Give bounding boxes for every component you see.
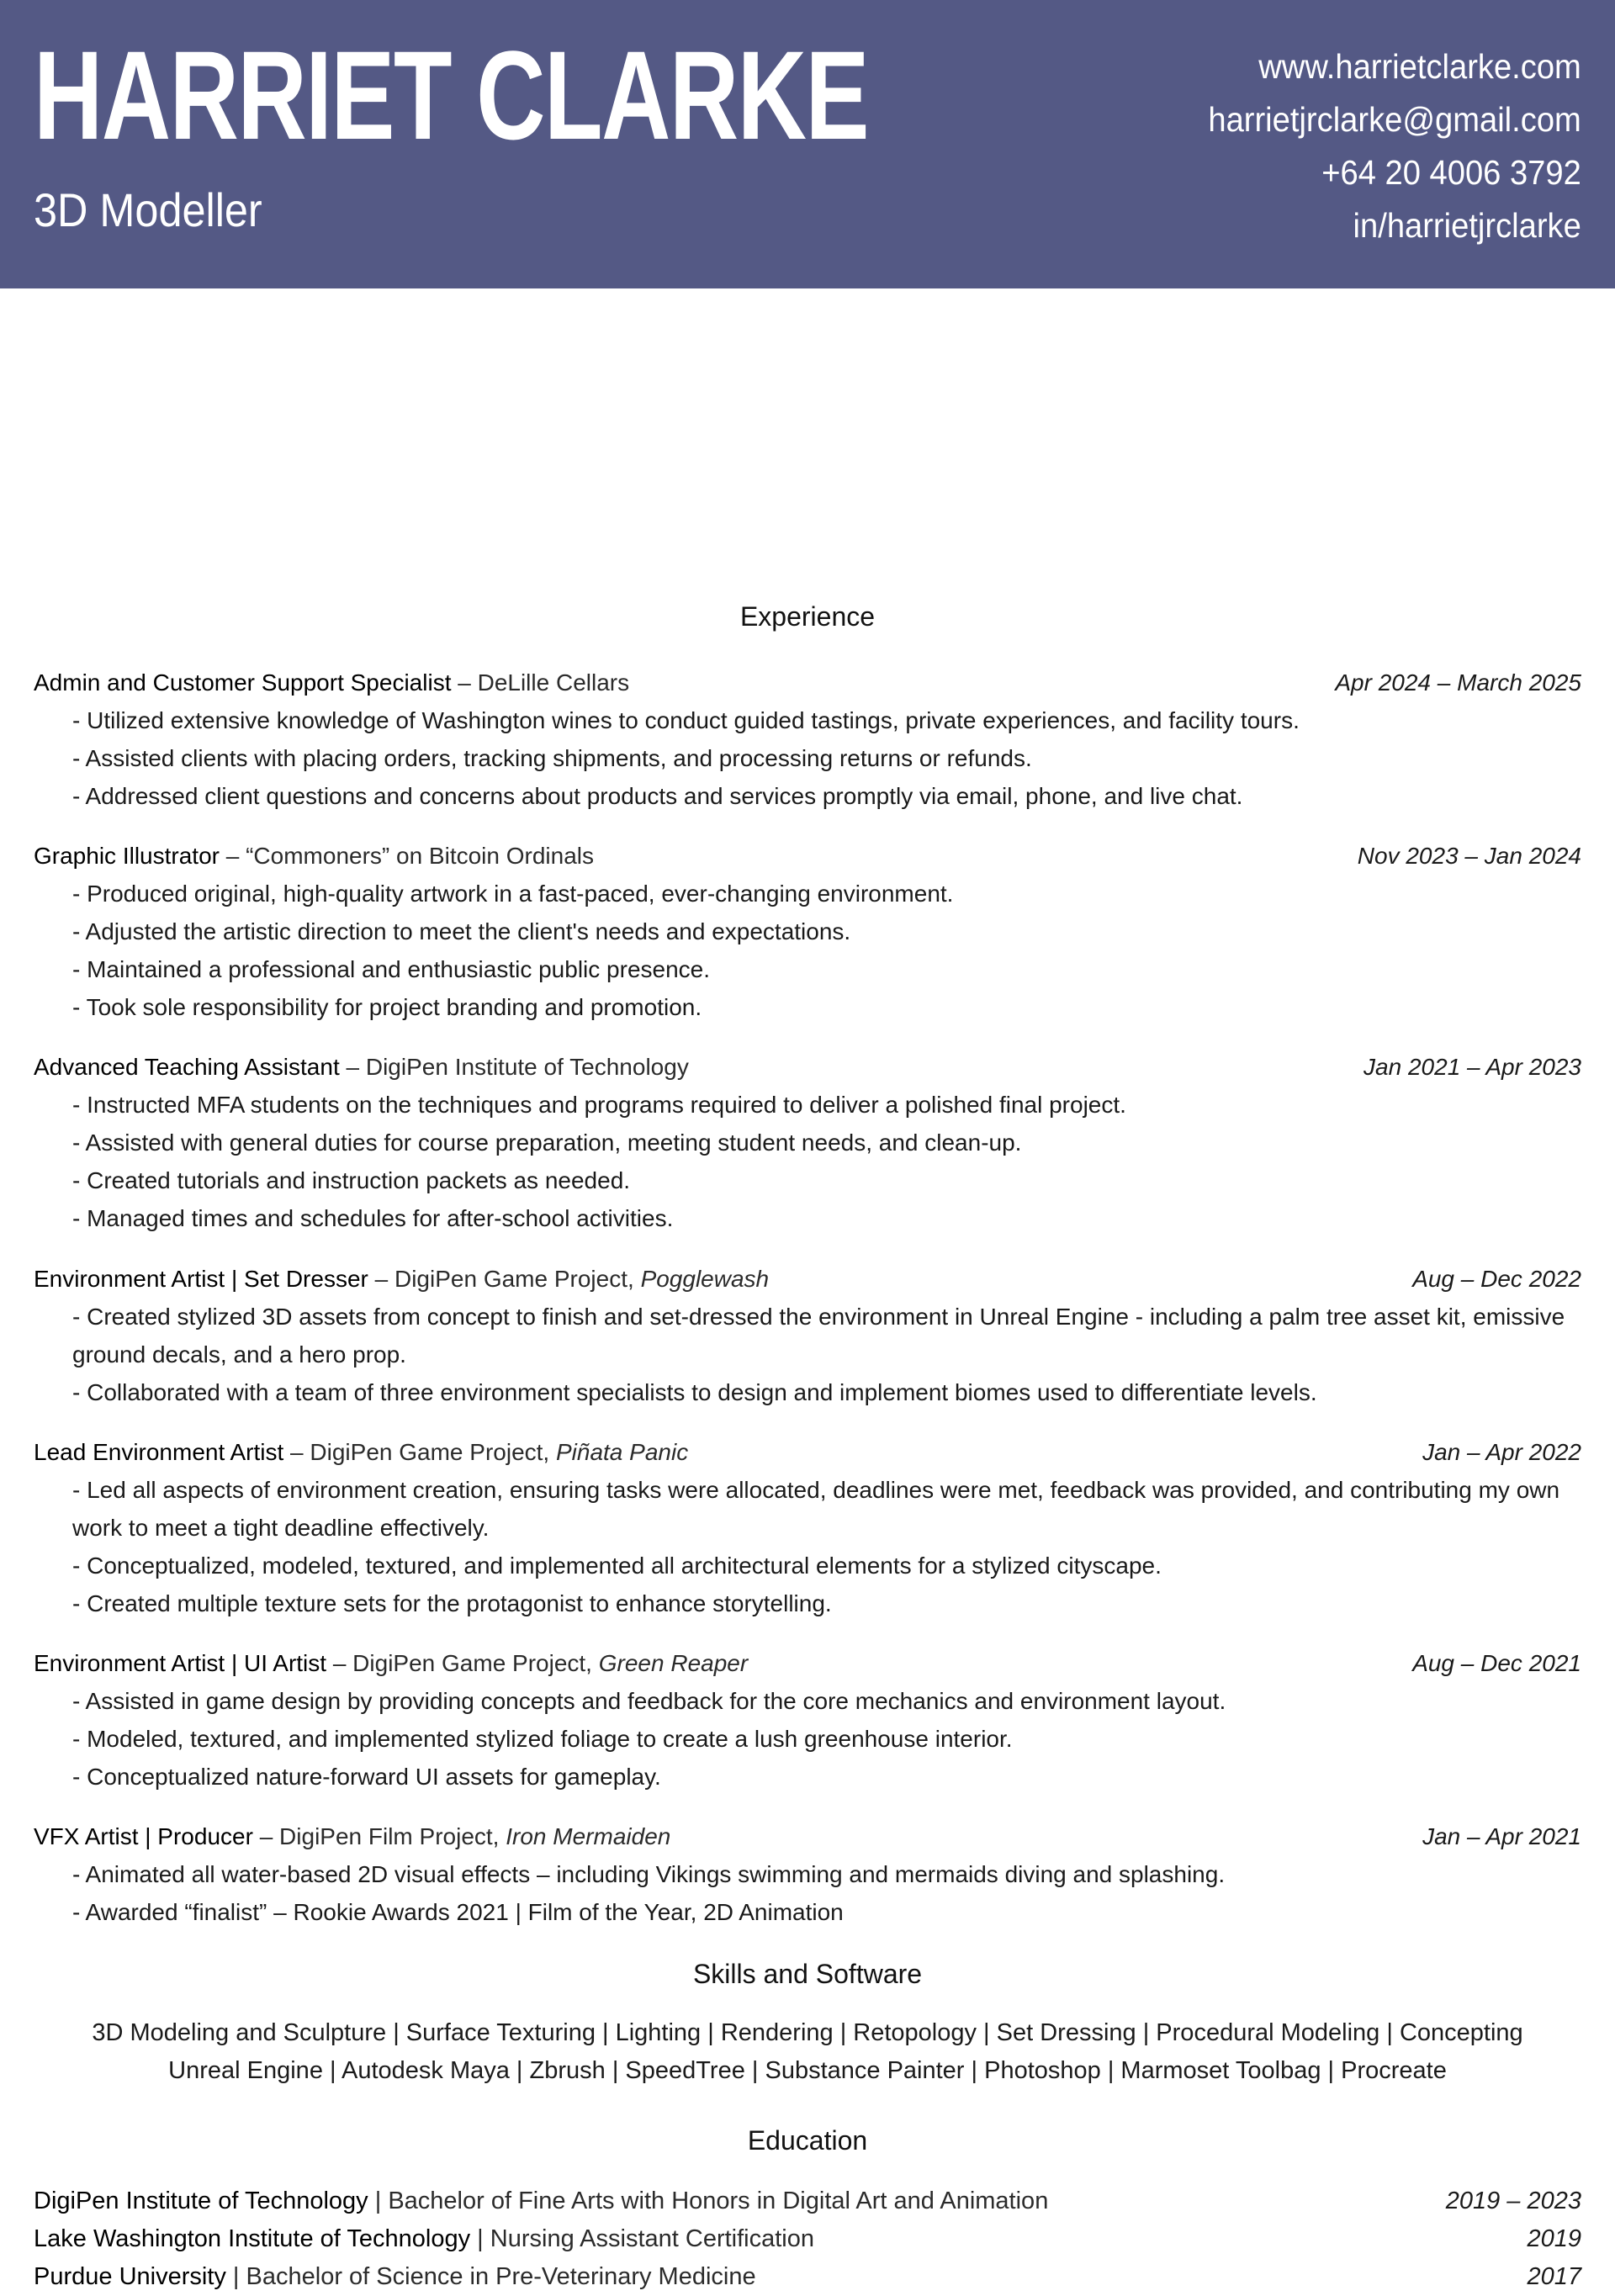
job-role: Environment Artist | UI Artist	[34, 1650, 327, 1676]
job-header	[34, 664, 1581, 701]
skills-list	[0, 2014, 1615, 2090]
skills-line-2: Unreal Engine | Autodesk Maya | Zbrush | SpeedTree | Substance Painter | Photoshop | Marmoset Toolbag | Procreate	[168, 2057, 1447, 2084]
job-bullet: - Led all aspects of environment creation, ensuring tasks were allocated, deadlines were met, feedback was provided, and contributing my own work to meet a tight deadline effectively.	[72, 1477, 1560, 1541]
job-organization: – DigiPen Film Project,	[252, 1823, 506, 1849]
job-date: Jan 2021 – Apr 2023	[1363, 1054, 1581, 1080]
job-header	[34, 837, 1581, 875]
job-bullet: - Conceptualized, modeled, textured, and implemented all architectural elements for a stylized cityscape.	[72, 1553, 1162, 1579]
education-list	[34, 2182, 1581, 2296]
job-entry	[34, 1260, 1581, 1411]
job-date: Jan – Apr 2021	[1422, 1823, 1581, 1849]
job-entry	[34, 1433, 1581, 1622]
job-entry	[34, 664, 1581, 815]
job-role: Lead Environment Artist	[34, 1439, 284, 1465]
candidate-name: HARRIET CLARKE	[34, 24, 869, 166]
job-entry	[34, 1644, 1581, 1796]
job-header	[34, 1048, 1581, 1086]
education-institution: Purdue University	[34, 2263, 226, 2290]
job-bullet: - Produced original, high-quality artwork in a fast-paced, ever-changing environment.	[72, 881, 954, 907]
job-bullet: - Adjusted the artistic direction to meet the client's needs and expectations.	[72, 918, 851, 944]
education-institution: Lake Washington Institute of Technology	[34, 2225, 471, 2252]
job-bullet: - Animated all water-based 2D visual effects – including Vikings swimming and mermaids diving and splashing.	[72, 1861, 1226, 1887]
job-role: Graphic Illustrator	[34, 843, 220, 869]
skills-line-1: 3D Modeling and Sculpture | Surface Texturing | Lighting | Rendering | Retopology | Set Dressing | Procedural Modeling | Concepting	[92, 2019, 1523, 2046]
job-date: Aug – Dec 2022	[1412, 1266, 1581, 1292]
job-bullet: - Addressed client questions and concerns about products and services promptly via email, phone, and live chat.	[72, 783, 1243, 809]
job-date: Jan – Apr 2022	[1422, 1439, 1581, 1465]
job-bullet: - Collaborated with a team of three environment specialists to design and implement biomes used to differentiate levels.	[72, 1379, 1317, 1405]
job-bullet: - Managed times and schedules for after-school activities.	[72, 1205, 674, 1231]
job-entry	[34, 1817, 1581, 1931]
job-role: Advanced Teaching Assistant	[34, 1054, 340, 1080]
skills-heading: Skills and Software	[692, 1959, 923, 1989]
education-date: 2019	[1527, 2225, 1581, 2252]
job-role: VFX Artist | Producer	[34, 1823, 253, 1849]
job-organization: – DeLille Cellars	[451, 669, 630, 696]
resume-header	[0, 0, 1615, 288]
job-organization: – DigiPen Game Project,	[283, 1439, 556, 1465]
job-bullet: - Assisted clients with placing orders, tracking shipments, and processing returns or refunds.	[72, 745, 1032, 771]
job-organization: – DigiPen Game Project,	[326, 1650, 599, 1676]
education-detail: | Nursing Assistant Certification	[470, 2225, 814, 2252]
job-header	[34, 1260, 1581, 1298]
job-bullet: - Conceptualized nature-forward UI assets for gameplay.	[72, 1764, 661, 1790]
job-date: Nov 2023 – Jan 2024	[1357, 843, 1581, 869]
job-bullet: - Created multiple texture sets for the protagonist to enhance storytelling.	[72, 1590, 832, 1616]
job-organization: – DigiPen Institute of Technology	[339, 1054, 689, 1080]
contact-info	[1180, 40, 1581, 252]
linkedin-link[interactable]: in/harrietjrclarke	[1353, 206, 1581, 245]
education-detail: | Bachelor of Fine Arts with Honors in Digital Art and Animation	[368, 2188, 1049, 2214]
job-bullet: - Assisted with general duties for course preparation, meeting student needs, and clean-up.	[72, 1129, 1022, 1156]
education-row	[34, 2220, 1581, 2258]
education-row	[34, 2182, 1581, 2220]
education-heading: Education	[747, 2125, 868, 2156]
education-institution: DigiPen Institute of Technology	[34, 2188, 368, 2214]
job-header	[34, 1817, 1581, 1855]
education-date: 2017	[1527, 2263, 1581, 2290]
job-header	[34, 1433, 1581, 1471]
job-entry	[34, 837, 1581, 1026]
job-date: Aug – Dec 2021	[1412, 1650, 1581, 1676]
phone-number: +64 20 4006 3792	[1321, 153, 1581, 192]
job-bullet: - Assisted in game design by providing concepts and feedback for the core mechanics and environment layout.	[72, 1688, 1226, 1714]
education-row	[34, 2258, 1581, 2296]
job-bullet: - Awarded “finalist” – Rookie Awards 2021 | Film of the Year, 2D Animation	[72, 1899, 844, 1925]
job-date: Apr 2024 – March 2025	[1335, 669, 1581, 696]
job-bullet: - Created tutorials and instruction packets as needed.	[72, 1167, 631, 1193]
job-bullet: - Utilized extensive knowledge of Washington wines to conduct guided tastings, private experiences, and facility tours.	[72, 707, 1300, 733]
email-link[interactable]: harrietjrclarke@gmail.com	[1208, 100, 1581, 139]
job-bullet: - Modeled, textured, and implemented stylized foliage to create a lush greenhouse interior.	[72, 1726, 1013, 1752]
job-bullet: - Took sole responsibility for project branding and promotion.	[72, 994, 702, 1020]
education-date: 2019 – 2023	[1445, 2188, 1581, 2214]
candidate-title: 3D Modeller	[34, 183, 262, 236]
job-header	[34, 1644, 1581, 1682]
job-organization: – DigiPen Game Project,	[368, 1266, 641, 1292]
job-project: Green Reaper	[598, 1650, 749, 1676]
job-bullet: - Instructed MFA students on the techniques and programs required to deliver a polished final project.	[72, 1092, 1126, 1118]
experience-heading: Experience	[739, 601, 876, 632]
job-role: Environment Artist | Set Dresser	[34, 1266, 368, 1292]
job-entry	[34, 1048, 1581, 1237]
job-bullet: - Created stylized 3D assets from concept to finish and set-dressed the environment in Unreal Engine - including a palm tree asset kit, emissive ground decals, and a hero prop.	[72, 1304, 1565, 1368]
website-link[interactable]: www.harrietclarke.com	[1258, 47, 1581, 86]
job-project: Piñata Panic	[555, 1439, 689, 1465]
job-role: Admin and Customer Support Specialist	[34, 669, 452, 696]
job-project: Iron Mermaiden	[506, 1823, 671, 1849]
job-bullet: - Maintained a professional and enthusiastic public presence.	[72, 956, 711, 982]
job-project: Pogglewash	[640, 1266, 770, 1292]
job-organization: – “Commoners” on Bitcoin Ordinals	[219, 843, 595, 869]
education-detail: | Bachelor of Science in Pre-Veterinary Medicine	[225, 2263, 756, 2290]
